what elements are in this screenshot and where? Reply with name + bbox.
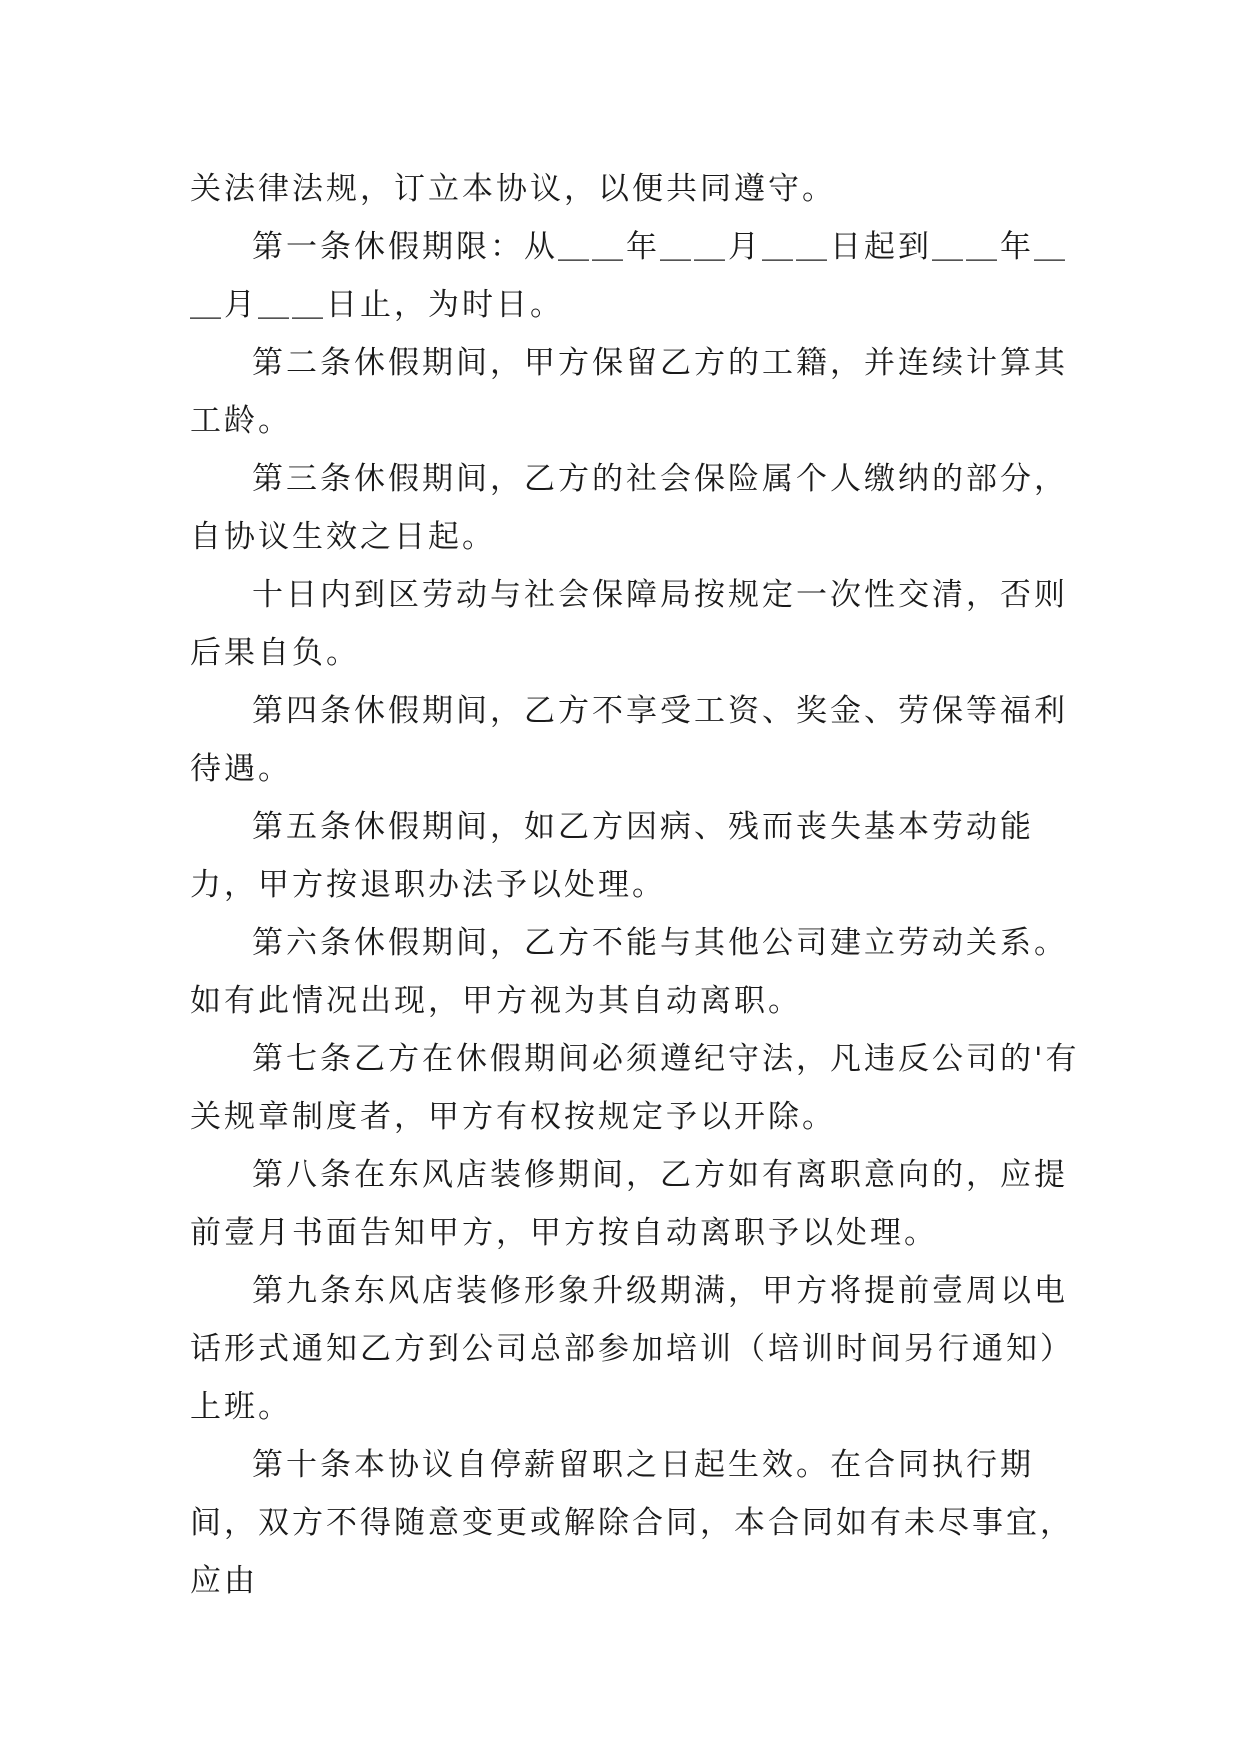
paragraph-article-4: 第四条休假期间，乙方不享受工资、奖金、劳保等福利待遇。 <box>190 693 1068 787</box>
paragraph-article-3-cont: 十日内到区劳动与社会保障局按规定一次性交清，否则后果自负。 <box>190 577 1068 671</box>
paragraph-article-5: 第五条休假期间，如乙方因病、残而丧失基本劳动能力，甲方按退职办法予以处理。 <box>190 809 1034 903</box>
paragraph-article-3: 第三条休假期间，乙方的社会保险属个人缴纳的部分，自协议生效之日起。 <box>190 461 1068 555</box>
paragraph-intro-end: 关法律法规，订立本协议，以便共同遵守。 <box>190 171 836 207</box>
paragraph-article-7: 第七条乙方在休假期间必须遵纪守法，凡违反公司的'有关规章制度者，甲方有权按规定予以开除。 <box>190 1041 1080 1135</box>
paragraph-article-10: 第十条本协议自停薪留职之日起生效。在合同执行期间，双方不得随意变更或解除合同，本合同如有未尽事宜，应由 <box>190 1447 1074 1599</box>
paragraph-article-8: 第八条在东风店装修期间，乙方如有离职意向的，应提前壹月书面告知甲方，甲方按自动离职予以处理。 <box>190 1157 1068 1251</box>
paragraph-article-9: 第九条东风店装修形象升级期满，甲方将提前壹周以电话形式通知乙方到公司总部参加培训（培训时间另行通知）上班。 <box>190 1273 1074 1425</box>
paragraph-article-6: 第六条休假期间，乙方不能与其他公司建立劳动关系。如有此情况出现，甲方视为其自动离职。 <box>190 925 1068 1019</box>
paragraph-article-2: 第二条休假期间，甲方保留乙方的工籍，并连续计算其工龄。 <box>190 345 1068 439</box>
paragraph-article-1: 第一条休假期限：从＿＿年＿＿月＿＿日起到＿＿年＿＿月＿＿日止，为时日。 <box>190 229 1068 323</box>
document-body <box>190 160 1090 1610</box>
